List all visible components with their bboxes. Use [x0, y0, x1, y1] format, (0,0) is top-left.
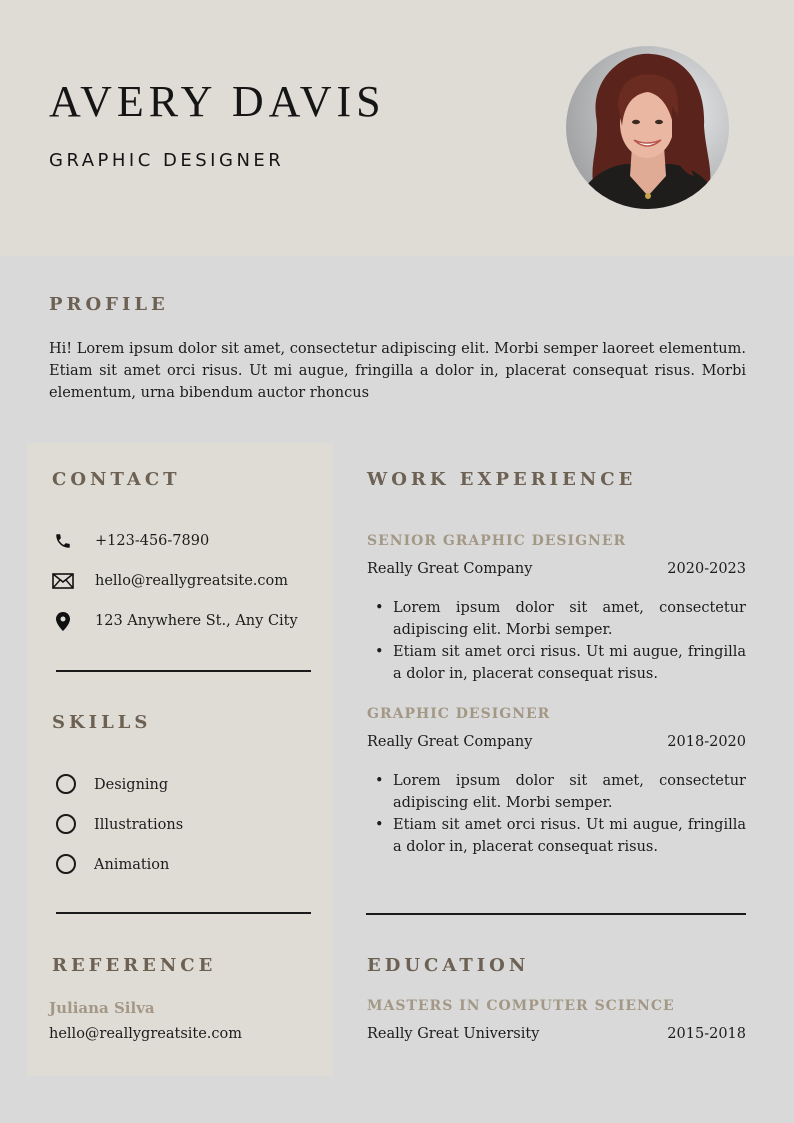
phone-number[interactable]: +123-456-7890: [95, 533, 210, 549]
job-title: GRAPHIC DESIGNER: [367, 706, 551, 722]
email-address[interactable]: hello@reallygreatsite.com: [95, 573, 289, 589]
reference-email[interactable]: hello@reallygreatsite.com: [49, 1026, 243, 1042]
candidate-role: GRAPHIC DESIGNER: [49, 150, 285, 171]
skill-label: Animation: [94, 857, 170, 873]
location-pin-icon: [49, 609, 77, 633]
skill-circle-icon: [56, 854, 76, 874]
degree-title: MASTERS IN COMPUTER SCIENCE: [367, 998, 675, 1014]
reference-heading: REFERENCE: [52, 955, 217, 976]
profile-text: Hi! Lorem ipsum dolor sit amet, consectetur adipiscing elit. Morbi semper laoreet elementum. Etiam sit amet orci risus. Ut mi augue, fringilla a dolor in, placerat consequat risus. Morbi elementum, urna bibendum auctor rhoncus: [49, 341, 746, 401]
job-bullet: • Lorem ipsum dolor sit amet, consectetur adipiscing elit. Morbi semper.: [393, 770, 746, 814]
contact-heading: CONTACT: [52, 469, 181, 490]
street-address: 123 Anywhere St., Any City: [95, 613, 298, 629]
job-bullet: • Etiam sit amet orci risus. Ut mi augue, fringilla a dolor in, placerat consequat risus.: [393, 641, 746, 685]
job-bullet: • Etiam sit amet orci risus. Ut mi augue, fringilla a dolor in, placerat consequat risus.: [393, 814, 746, 858]
profile-heading: PROFILE: [49, 294, 169, 315]
profile-photo: [566, 46, 729, 209]
job-bullets: [393, 770, 746, 858]
reference-name: Juliana Silva: [49, 999, 155, 1017]
candidate-name: AVERY DAVIS: [49, 77, 386, 126]
education-heading: EDUCATION: [367, 955, 530, 976]
mail-icon: [49, 569, 77, 593]
contact-phone: [49, 529, 210, 553]
job-company: Really Great Company: [367, 561, 533, 577]
work-heading: WORK EXPERIENCE: [367, 469, 637, 490]
skill-circle-icon: [56, 774, 76, 794]
job-years: 2020-2023: [667, 561, 746, 577]
header: [0, 0, 794, 256]
school-name: Really Great University: [367, 1026, 540, 1042]
skills-heading: SKILLS: [52, 712, 152, 733]
skill-label: Designing: [94, 777, 169, 793]
sidebar-divider-skills: [56, 912, 311, 914]
skill-label: Illustrations: [94, 817, 184, 833]
job-bullet: • Lorem ipsum dolor sit amet, consectetur adipiscing elit. Morbi semper.: [393, 597, 746, 641]
skill-circle-icon: [56, 814, 76, 834]
phone-icon: [49, 529, 77, 553]
job-years: 2018-2020: [667, 734, 746, 750]
contact-address: [49, 609, 298, 633]
education-years: 2015-2018: [667, 1026, 746, 1042]
job-bullets: [393, 597, 746, 685]
sidebar-divider-contact: [56, 670, 311, 672]
work-divider: [366, 913, 746, 915]
contact-email: [49, 569, 289, 593]
job-company: Really Great Company: [367, 734, 533, 750]
job-title: SENIOR GRAPHIC DESIGNER: [367, 533, 627, 549]
